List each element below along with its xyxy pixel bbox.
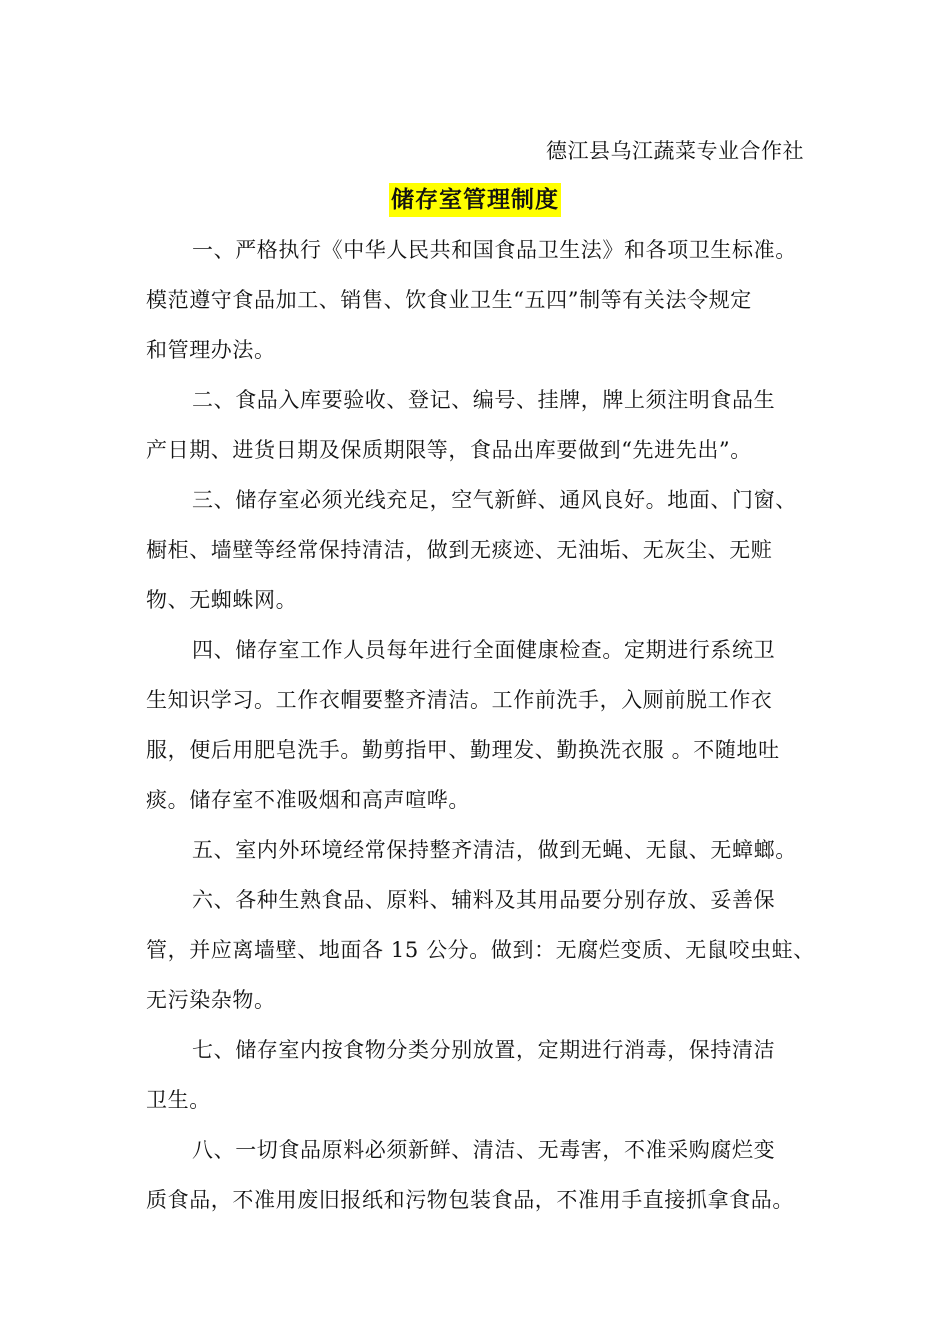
text-line: 橱柜、墙壁等经常保持清洁，做到无痰迹、无油垢、无灰尘、无赃 xyxy=(146,538,773,562)
text-line: 八、一切食品原料必须新鲜、清洁、无毒害，不准采购腐烂变 xyxy=(192,1138,776,1162)
text-line: 卫生。 xyxy=(146,1088,211,1112)
document-title: 储存室管理制度 xyxy=(389,183,561,217)
text-line: 五、室内外环境经常保持整齐清洁，做到无蝇、无鼠、无蟑螂。 xyxy=(192,838,797,862)
text-line: 和管理办法。 xyxy=(146,338,276,362)
text-line: 物、无蜘蛛网。 xyxy=(146,588,298,612)
text-line: 一、严格执行《中华人民共和国食品卫生法》和各项卫生标准。 xyxy=(192,238,797,262)
text-line: 三、储存室必须光线充足，空气新鲜、通风良好。地面、门窗、 xyxy=(192,488,797,512)
text-line: 产日期、进货日期及保质期限等，食品出库要做到“先进先出”。 xyxy=(146,438,752,462)
text-line: 生知识学习。工作衣帽要整齐清洁。工作前洗手，入厕前脱工作衣 xyxy=(146,688,773,712)
text-line: 无污染杂物。 xyxy=(146,988,276,1012)
text-line: 六、各种生熟食品、原料、辅料及其用品要分别存放、妥善保 xyxy=(192,888,776,912)
organization-name: 德江县乌江蔬菜专业合作社 xyxy=(546,139,804,163)
text-line: 管，并应离墙壁、地面各 15 公分。做到：无腐烂变质、无鼠咬虫蛀、 xyxy=(146,938,815,962)
text-line: 模范遵守食品加工、销售、饮食业卫生“五四”制等有关法令规定 xyxy=(146,288,752,312)
title-container xyxy=(0,183,950,217)
text-line: 痰。储存室不准吸烟和高声喧哗。 xyxy=(146,788,470,812)
text-line: 服，便后用肥皂洗手。勤剪指甲、勤理发、勤换洗衣服 。不随地吐 xyxy=(146,738,780,762)
text-line: 七、储存室内按食物分类分别放置，定期进行消毒，保持清洁 xyxy=(192,1038,776,1062)
document-body xyxy=(146,230,826,1230)
text-line: 二、食品入库要验收、登记、编号、挂牌，牌上须注明食品生 xyxy=(192,388,776,412)
text-line: 质食品，不准用废旧报纸和污物包装食品，不准用手直接抓拿食品。 xyxy=(146,1188,794,1212)
text-line: 四、储存室工作人员每年进行全面健康检查。定期进行系统卫 xyxy=(192,638,776,662)
